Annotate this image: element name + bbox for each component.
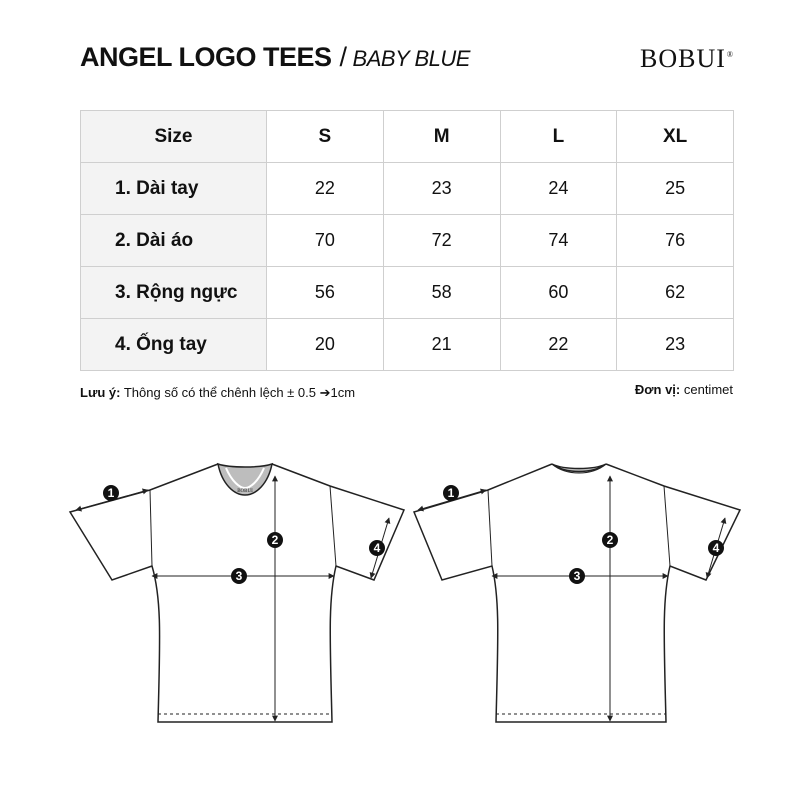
- table-cell: 58: [383, 267, 500, 319]
- table-row: [81, 215, 734, 267]
- front-view: [70, 464, 404, 722]
- table-cell: 22: [500, 319, 617, 371]
- table-cell: 22: [267, 163, 384, 215]
- size-table: [80, 110, 734, 371]
- table-cell: 74: [500, 215, 617, 267]
- table-cell: 72: [383, 215, 500, 267]
- front-tshirt-outline: [70, 464, 404, 722]
- front-measure-lines: [76, 476, 389, 721]
- title-color: BABY BLUE: [352, 46, 470, 71]
- marker-1: 1: [447, 486, 455, 500]
- size-header-cell: L: [500, 111, 617, 163]
- note-label: Lưu ý:: [80, 385, 121, 400]
- size-header-cell: S: [267, 111, 384, 163]
- back-measure-lines: [418, 476, 725, 721]
- size-header-row: [81, 111, 734, 163]
- unit-text: centimet: [680, 382, 733, 397]
- marker-3: 3: [573, 569, 581, 583]
- header: [80, 40, 734, 80]
- size-header-cell: XL: [617, 111, 734, 163]
- marker-2: 2: [271, 533, 279, 547]
- row-label: 2. Dài áo: [81, 215, 267, 267]
- tolerance-note: [80, 385, 355, 401]
- tshirt-diagrams: [0, 445, 800, 745]
- marker-2: 2: [606, 533, 614, 547]
- marker-4: 4: [712, 541, 720, 555]
- table-cell: 24: [500, 163, 617, 215]
- note-text: Thông số có thể chênh lệch ± 0.5 ➔1cm: [120, 385, 356, 400]
- marker-4: 4: [373, 541, 381, 555]
- table-cell: 76: [617, 215, 734, 267]
- table-cell: 56: [267, 267, 384, 319]
- registered-mark: ®: [726, 50, 734, 59]
- title-main: ANGEL LOGO TEES: [80, 42, 332, 72]
- size-header-cell: M: [383, 111, 500, 163]
- unit-label: Đơn vị:: [634, 382, 681, 397]
- row-label: 4. Ống tay: [81, 319, 267, 371]
- unit-note: [635, 382, 733, 397]
- size-header-label: Size: [81, 111, 267, 163]
- back-tshirt-outline: [414, 464, 740, 722]
- back-view: [414, 464, 740, 722]
- table-cell: 23: [383, 163, 500, 215]
- title-separator: /: [339, 42, 347, 72]
- product-title: [80, 42, 470, 73]
- row-label: 1. Dài tay: [81, 163, 267, 215]
- marker-1: 1: [107, 486, 115, 500]
- table-cell: 25: [617, 163, 734, 215]
- front-collar-label: BOBUI: [237, 489, 253, 494]
- back-collar: [552, 464, 606, 472]
- table-cell: 60: [500, 267, 617, 319]
- brand-name: BOBUI: [640, 44, 726, 73]
- table-cell: 23: [617, 319, 734, 371]
- brand-logo: [640, 44, 734, 74]
- row-label: 3. Rộng ngực: [81, 267, 267, 319]
- table-row: [81, 267, 734, 319]
- table-row: [81, 319, 734, 371]
- table-cell: 20: [267, 319, 384, 371]
- table-cell: 70: [267, 215, 384, 267]
- table-cell: 62: [617, 267, 734, 319]
- table-row: [81, 163, 734, 215]
- back-markers: [443, 485, 724, 584]
- table-cell: 21: [383, 319, 500, 371]
- marker-3: 3: [235, 569, 243, 583]
